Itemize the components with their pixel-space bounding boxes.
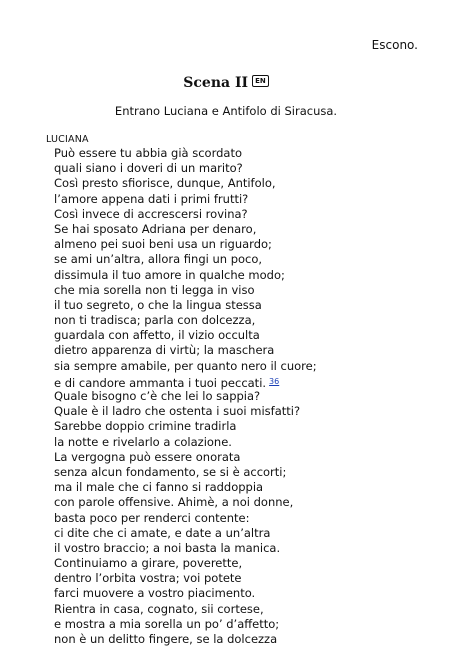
verse-line-text: quali siano i doveri di un marito? bbox=[54, 161, 243, 176]
verse-line-text: Così presto sfiorisce, dunque, Antifolo, bbox=[54, 176, 276, 191]
verse-line bbox=[54, 465, 434, 480]
verse-line-text: il tuo segreto, o che la lingua stessa bbox=[54, 297, 262, 312]
verse-line bbox=[54, 541, 434, 556]
verse-line-text: La vergogna può essere onorata bbox=[54, 449, 241, 464]
verse-line-text: la notte e rivelarlo a colazione. bbox=[54, 434, 232, 449]
verse-block bbox=[54, 146, 434, 647]
verse-line-text: Così invece di accrescersi rovina? bbox=[54, 206, 248, 221]
verse-line-text: basta poco per renderci contente: bbox=[54, 510, 250, 525]
verse-line-text: non è un delitto fingere, se la dolcezza bbox=[54, 632, 278, 646]
verse-line bbox=[54, 268, 434, 283]
verse-line bbox=[54, 495, 434, 510]
verse-line-text: almeno pei suoi beni usa un riguardo; bbox=[54, 237, 272, 252]
verse-line bbox=[54, 419, 434, 434]
verse-line-text: che mia sorella non ti legga in viso bbox=[54, 282, 255, 297]
verse-line-text: Se hai sposato Adriana per denaro, bbox=[54, 221, 257, 236]
verse-line-text: Quale bisogno c’è che lei lo sappia? bbox=[54, 389, 261, 403]
verse-line-text: ci dite che ci amate, e date a un’altra bbox=[54, 525, 271, 540]
verse-line-text: se ami un’altra, allora fingi un poco, bbox=[54, 252, 263, 267]
scene-title: Scena II bbox=[183, 75, 249, 91]
verse-line bbox=[54, 374, 434, 389]
exit-stage-direction: Escono. bbox=[371, 38, 418, 52]
verse-line bbox=[54, 176, 434, 191]
verse-line bbox=[54, 404, 434, 419]
verse-line-text: Continuiamo a girare, poverette, bbox=[54, 556, 243, 571]
verse-line-text: dentro l’orbita vostra; voi potete bbox=[54, 571, 242, 586]
verse-line bbox=[54, 313, 434, 328]
verse-line bbox=[54, 161, 434, 176]
verse-line-text: e mostra a mia sorella un po’ d’affetto; bbox=[54, 616, 280, 631]
speaker-name: LUCIANA bbox=[46, 134, 89, 145]
verse-line-text: non ti tradisca; parla con dolcezza, bbox=[54, 313, 256, 328]
verse-line bbox=[54, 617, 434, 632]
verse-line bbox=[54, 556, 434, 571]
verse-line bbox=[54, 207, 434, 222]
verse-line bbox=[54, 343, 434, 358]
verse-line-text: Sarebbe doppio crimine tradirla bbox=[54, 419, 237, 434]
verse-line-text: guardala con affetto, il vizio occulta bbox=[54, 328, 260, 343]
verse-line bbox=[54, 146, 434, 161]
verse-line bbox=[54, 222, 434, 237]
verse-line-text: Può essere tu abbia già scordato bbox=[54, 146, 243, 160]
verse-line-text: sia sempre amabile, per quanto nero il cuore; bbox=[54, 358, 317, 373]
verse-line bbox=[54, 328, 434, 343]
verse-line bbox=[54, 450, 434, 465]
verse-line bbox=[54, 526, 434, 541]
verse-line-text: Rientra in casa, cognato, sii cortese, bbox=[54, 601, 264, 616]
verse-line-text: il vostro braccio; a noi basta la manica. bbox=[54, 540, 281, 555]
scene-heading bbox=[0, 74, 452, 92]
line-number-link[interactable]: 36 bbox=[269, 376, 280, 386]
verse-line bbox=[54, 435, 434, 450]
entrance-stage-direction: Entrano Luciana e Antifolo di Siracusa. bbox=[114, 104, 338, 118]
verse-line bbox=[54, 602, 434, 617]
verse-line-text: e di candore ammanta i tuoi peccati. bbox=[54, 375, 267, 390]
verse-line-text: Quale è il ladro che ostenta i suoi misfatti? bbox=[54, 404, 301, 419]
verse-line bbox=[54, 192, 434, 207]
verse-line bbox=[54, 283, 434, 298]
verse-line-text: dissimula il tuo amore in qualche modo; bbox=[54, 267, 285, 282]
verse-line-text: l’amore appena dati i primi frutti? bbox=[54, 191, 249, 206]
verse-line-text: farci muovere a vostro piacimento. bbox=[54, 586, 256, 601]
verse-line bbox=[54, 511, 434, 526]
verse-line-text: ma il male che ci fanno si raddoppia bbox=[54, 480, 264, 495]
verse-line bbox=[54, 571, 434, 586]
verse-line bbox=[54, 480, 434, 495]
verse-line bbox=[54, 389, 434, 404]
verse-line-text: con parole offensive. Ahimè, a noi donne, bbox=[54, 495, 294, 510]
english-version-link[interactable]: EN bbox=[252, 75, 269, 87]
verse-line bbox=[54, 252, 434, 267]
verse-line bbox=[54, 359, 434, 374]
verse-line-text: senza alcun fondamento, se si è accorti; bbox=[54, 464, 287, 479]
verse-line bbox=[54, 586, 434, 601]
verse-line-text: dietro apparenza di virtù; la maschera bbox=[54, 343, 275, 358]
verse-line bbox=[54, 298, 434, 313]
verse-line bbox=[54, 237, 434, 252]
